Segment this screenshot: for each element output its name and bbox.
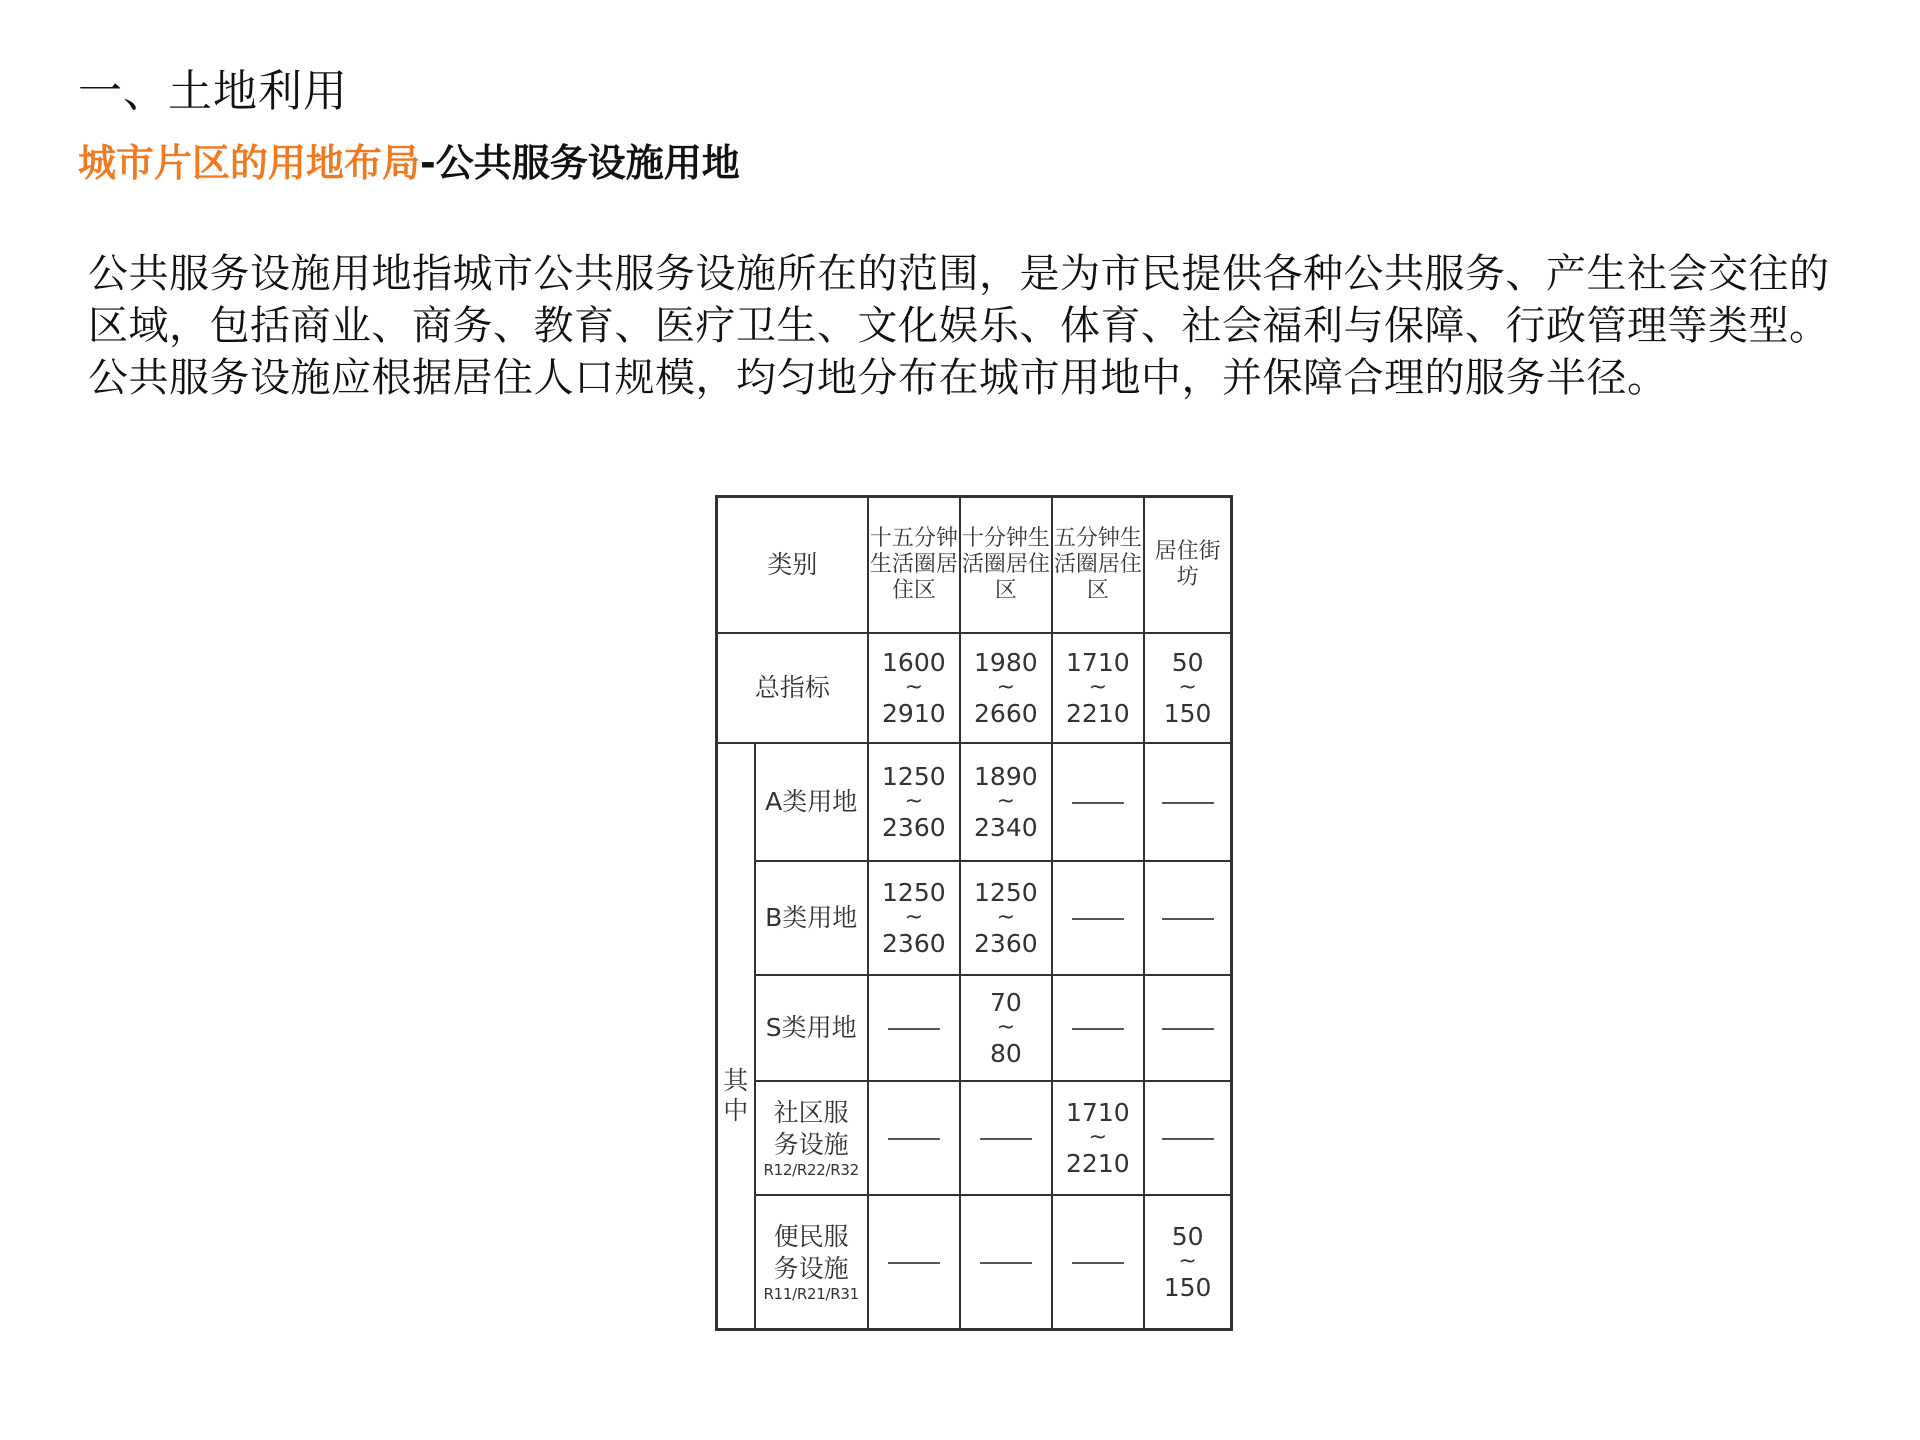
empty-dash [888,1028,940,1030]
category-header: 类别 [717,497,868,633]
range-max: 2340 [974,812,1038,842]
range-min: 1250 [882,761,946,791]
row-value [960,1195,1052,1330]
row-label-text: 便民服务设施 [773,1221,849,1283]
range-min: 50 [1171,1221,1204,1251]
column-header: 十五分钟生活圈居住区 [868,497,960,633]
range-min: 1250 [882,877,946,907]
row-value [868,1081,960,1195]
sub-row [717,1195,1232,1330]
range-tilde: ~ [904,788,924,814]
range-tilde: ~ [904,674,924,700]
range-max: 2210 [1066,1148,1130,1178]
intro-paragraph: 公共服务设施用地指城市公共服务设施所在的范围，是为市民提供各种公共服务、产生社会交往的区域，包括商业、商务、教育、医疗卫生、文化娱乐、体育、社会福利与保障、行政管理等类型。公共服务设施应根据居住人口规模，均匀地分布在城市用地中，并保障合理的服务半径。 [88,251,1830,401]
row-value [1052,1081,1144,1195]
sub-row [717,1081,1232,1195]
column-header: 十分钟生活圈居住区 [960,497,1052,633]
range-min: 70 [989,987,1022,1017]
total-value [868,633,960,743]
sub-row [717,861,1232,975]
empty-dash [1072,1262,1124,1264]
row-label [755,1195,868,1330]
row-value [868,975,960,1081]
row-label-text: B类用地 [765,902,858,932]
range-tilde: ~ [996,904,1016,930]
range-min: 1710 [1066,647,1130,677]
range-max: 2210 [1066,698,1130,728]
empty-dash [1162,802,1214,804]
range-min: 1710 [1066,1097,1130,1127]
group-char: 中 [723,1095,749,1125]
row-value [868,1195,960,1330]
row-value [1144,1081,1232,1195]
row-value [960,1081,1052,1195]
row-value [1052,861,1144,975]
range-tilde: ~ [1178,1248,1197,1274]
range-min: 1250 [974,877,1038,907]
range-min: 1600 [882,647,946,677]
empty-dash [1072,802,1124,804]
row-label-text: S类用地 [765,1012,857,1042]
range-min: 50 [1171,647,1204,677]
subsection-title [78,136,740,190]
empty-dash [1162,1028,1214,1030]
row-value [1052,975,1144,1081]
sub-row [717,743,1232,861]
row-label-text: 社区服务设施 [773,1097,849,1159]
empty-dash [980,1262,1032,1264]
empty-dash [1072,1028,1124,1030]
range-tilde: ~ [996,1014,1016,1040]
total-value [1144,633,1232,743]
row-code: R12/R22/R32 [763,1160,859,1179]
row-value [960,861,1052,975]
total-row [717,633,1232,743]
range-max: 2660 [974,698,1038,728]
sub-row [717,975,1232,1081]
row-value [1144,743,1232,861]
row-label [755,1081,868,1195]
subtitle-rest: -公共服务设施用地 [420,141,740,185]
range-tilde: ~ [1178,674,1197,700]
land-use-table [715,495,1233,1331]
range-tilde: ~ [1088,1124,1108,1150]
range-tilde: ~ [904,904,924,930]
row-label [755,743,868,861]
subtitle-accent: 城市片区的用地布局 [78,141,421,185]
total-label: 总指标 [717,633,868,743]
empty-dash [1072,918,1124,920]
group-char: 其 [723,1065,749,1095]
empty-dash [888,1262,940,1264]
section-title: 一、土地利用 [78,66,348,117]
range-max: 2360 [882,928,946,958]
range-min: 1890 [974,761,1038,791]
row-value [868,743,960,861]
range-max: 150 [1163,1272,1212,1302]
row-label-text: A类用地 [765,786,858,816]
header-row [717,497,1232,633]
empty-dash [1162,1138,1214,1140]
range-max: 2910 [882,698,946,728]
row-value [1052,1195,1144,1330]
row-value [1052,743,1144,861]
row-label [755,975,868,1081]
column-header: 居住街坊 [1144,497,1232,633]
range-max: 150 [1163,698,1212,728]
row-value [960,975,1052,1081]
range-tilde: ~ [996,788,1016,814]
range-max: 80 [989,1038,1022,1068]
row-value [960,743,1052,861]
empty-dash [1162,918,1214,920]
total-value [960,633,1052,743]
row-value [1144,1195,1232,1330]
row-value [868,861,960,975]
group-label [717,743,755,1330]
row-value [1144,975,1232,1081]
range-tilde: ~ [1088,674,1108,700]
row-code: R11/R21/R31 [763,1284,859,1303]
row-value [1144,861,1232,975]
empty-dash [888,1138,940,1140]
row-label [755,861,868,975]
total-value [1052,633,1144,743]
range-min: 1980 [974,647,1038,677]
column-header: 五分钟生活圈居住区 [1052,497,1144,633]
range-max: 2360 [882,812,946,842]
range-tilde: ~ [996,674,1016,700]
empty-dash [980,1138,1032,1140]
range-max: 2360 [974,928,1038,958]
